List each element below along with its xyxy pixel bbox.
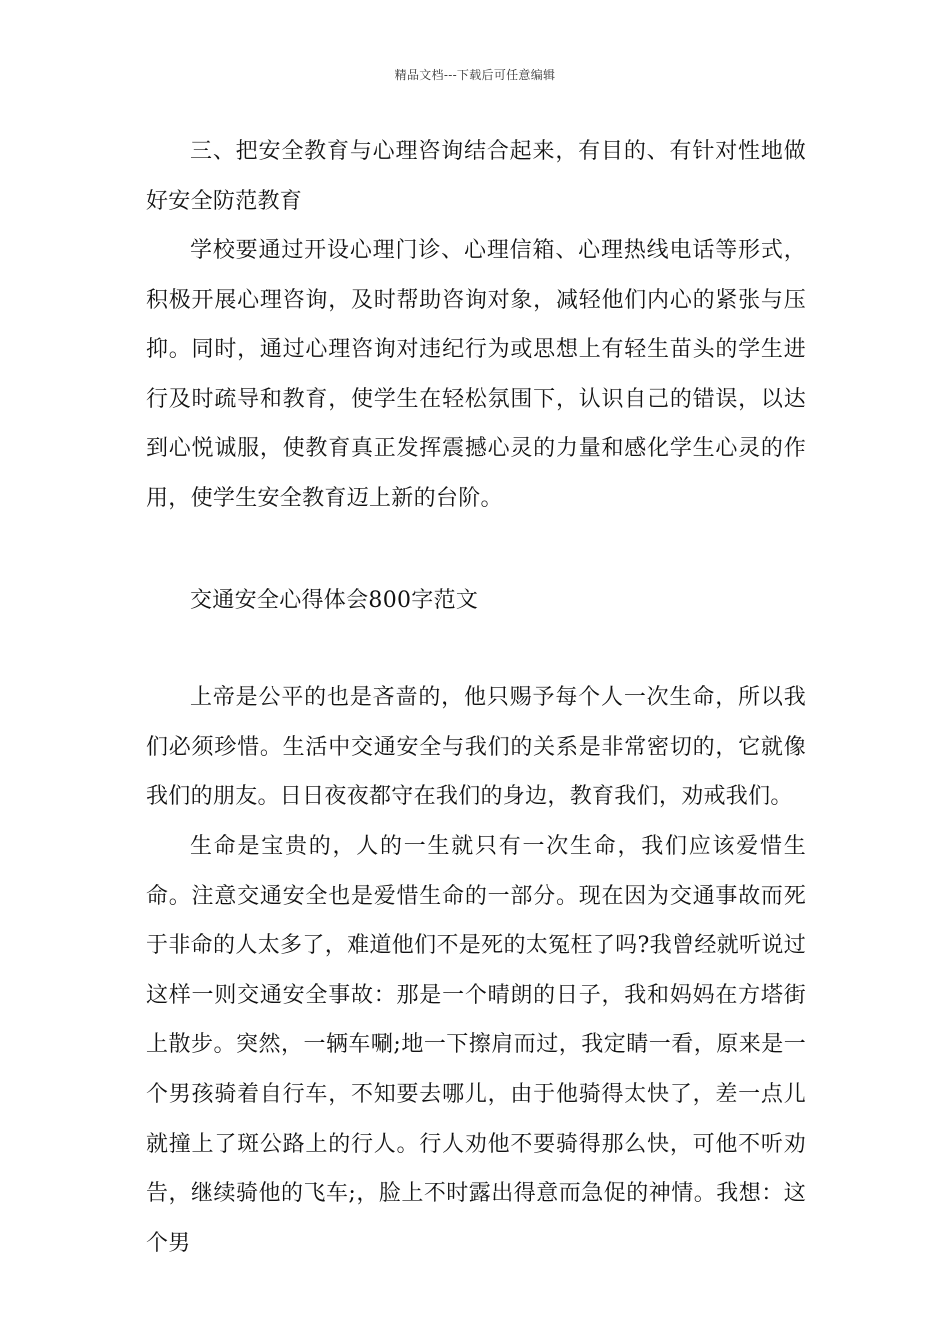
article-title: 交通安全心得体会800字范文 — [190, 588, 479, 613]
page-header: 精品文档---下载后可任意编辑 — [394, 68, 556, 82]
paragraph: 上帝是公平的也是吝啬的，他只赐予每个人一次生命，所以我们必须珍惜。生活中交通安全与我们的关系是非常密切的，它就像我们的朋友。日日夜夜都守在我们的身边，教育我们，劝戒我们。 — [146, 685, 806, 810]
paragraph: 生命是宝贵的，人的一生就只有一次生命，我们应该爱惜生命。注意交通安全也是爱惜生命的一部分。现在因为交通事故而死于非命的人太多了，难道他们不是死的太冤枉了吗?我曾经就听说过这样一则交通安全事故：那是一个晴朗的日子，我和妈妈在方塔街上散步。突然，一辆车唰;地一下擦肩而过，我定睛一看，原来是一个男孩骑着自行车，不知要去哪儿，由于他骑得太快了，差一点儿就撞上了斑公路上的行人。行人劝他不要骑得那么快，可他不听劝告，继续骑他的飞车;，脸上不时露出得意而急促的神情。我想：这个男 — [146, 834, 806, 1256]
section-heading: 三、把安全教育与心理咨询结合起来，有目的、有针对性地做好安全防范教育 — [146, 139, 806, 214]
paragraph: 学校要通过开设心理门诊、心理信箱、心理热线电话等形式，积极开展心理咨询，及时帮助咨询对象，减轻他们内心的紧张与压抑。同时，通过心理咨询对违纪行为或思想上有轻生苗头的学生进行及时疏导和教育，使学生在轻松氛围下，认识自己的错误，以达到心悦诚服，使教育真正发挥震撼心灵的力量和感化学生心灵的作用，使学生安全教育迈上新的台阶。 — [146, 238, 806, 511]
